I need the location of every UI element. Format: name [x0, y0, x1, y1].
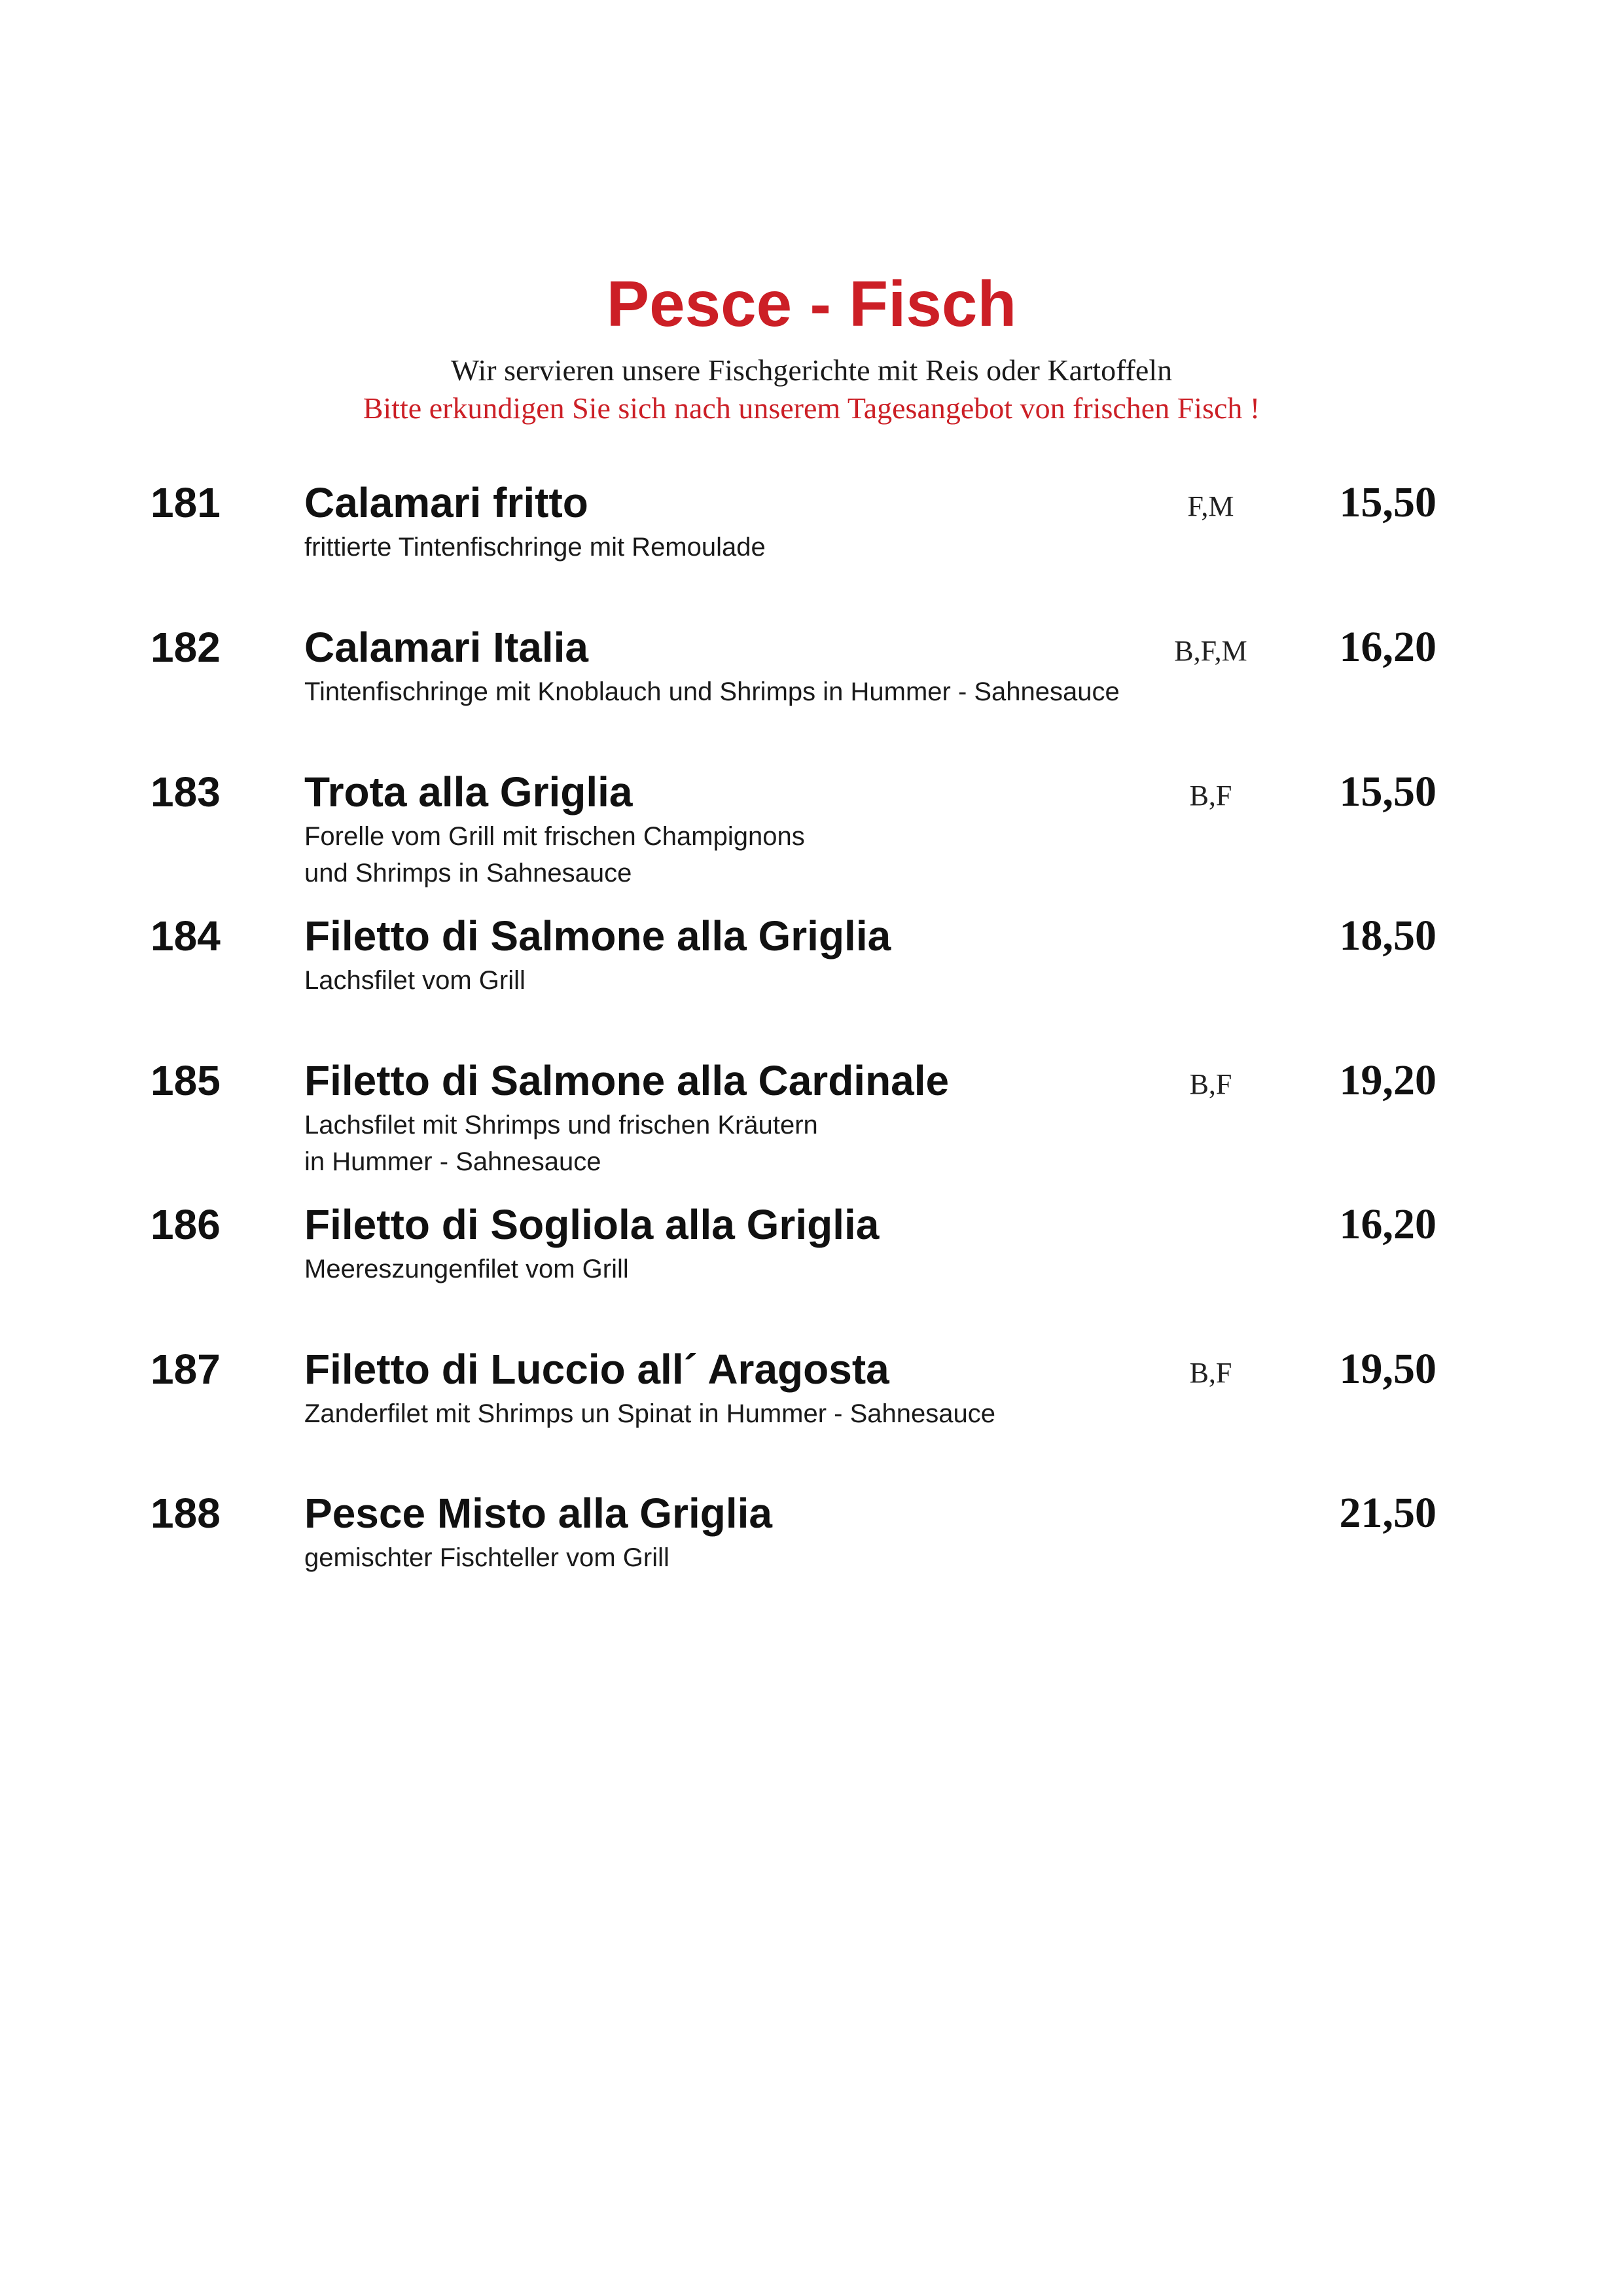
- item-price: 19,20: [1339, 1056, 1436, 1104]
- item-description-line: Tintenfischringe mit Knoblauch und Shrimps in Hummer - Sahnesauce: [304, 677, 1120, 706]
- item-description: [304, 1539, 669, 1576]
- item-number: 181: [151, 479, 221, 526]
- item-description-line: und Shrimps in Sahnesauce: [304, 859, 632, 888]
- item-allergens: B,F: [1189, 1068, 1232, 1100]
- item-price: 16,20: [1339, 623, 1436, 671]
- item-name: Filetto di Salmone alla Griglia: [304, 912, 891, 960]
- item-number: 185: [151, 1057, 221, 1104]
- item-description: [304, 962, 526, 999]
- item-allergens: B,F: [1189, 1357, 1232, 1389]
- item-number: 187: [151, 1346, 221, 1393]
- item-description: [304, 1395, 995, 1432]
- menu-item: [0, 910, 1623, 1041]
- item-description-line: Forelle vom Grill mit frischen Champignons: [304, 822, 805, 851]
- item-description-line: in Hummer - Sahnesauce: [304, 1147, 601, 1176]
- item-description-line: Meereszungenfilet vom Grill: [304, 1255, 629, 1283]
- item-description-line: Lachsfilet mit Shrimps und frischen Kräutern: [304, 1111, 818, 1139]
- item-description-line: Zanderfilet mit Shrimps un Spinat in Hummer - Sahnesauce: [304, 1399, 996, 1428]
- item-price: 15,50: [1339, 478, 1436, 526]
- item-name: Trota alla Griglia: [304, 768, 633, 816]
- menu-item: [0, 1198, 1623, 1329]
- item-number: 188: [151, 1490, 221, 1537]
- item-number: 186: [151, 1201, 221, 1248]
- item-description: [304, 818, 805, 891]
- item-name: Filetto di Luccio all´ Aragosta: [304, 1346, 889, 1393]
- page-title: Pesce - Fisch: [606, 268, 1017, 340]
- item-name: Calamari fritto: [304, 479, 588, 526]
- menu-item: [0, 1343, 1623, 1474]
- item-allergens: F,M: [1187, 490, 1234, 522]
- item-price: 15,50: [1339, 768, 1436, 816]
- item-name: Calamari Italia: [304, 624, 588, 671]
- menu-item: [0, 766, 1623, 897]
- item-name: Pesce Misto alla Griglia: [304, 1490, 772, 1537]
- item-price: 19,50: [1339, 1345, 1436, 1393]
- item-name: Filetto di Sogliola alla Griglia: [304, 1201, 880, 1248]
- item-allergens: B,F,M: [1174, 635, 1247, 667]
- item-description: [304, 673, 1120, 710]
- item-price: 16,20: [1339, 1200, 1436, 1248]
- daily-offer-note: Bitte erkundigen Sie sich nach unserem Tagesangebot von frischen Fisch !: [363, 391, 1260, 425]
- item-description: [304, 1107, 818, 1180]
- item-description: [304, 1251, 629, 1287]
- menu-item: [0, 1487, 1623, 1618]
- side-dish-note: Wir servieren unsere Fischgerichte mit Reis oder Kartoffeln: [450, 353, 1173, 387]
- item-number: 182: [151, 624, 221, 671]
- item-number: 183: [151, 768, 221, 816]
- item-price: 21,50: [1339, 1489, 1436, 1537]
- menu-item: [0, 621, 1623, 752]
- item-description-line: Lachsfilet vom Grill: [304, 966, 526, 995]
- menu-item: [0, 476, 1623, 607]
- item-description: [304, 529, 766, 565]
- item-name: Filetto di Salmone alla Cardinale: [304, 1057, 950, 1104]
- item-allergens: B,F: [1189, 780, 1232, 812]
- item-number: 184: [151, 912, 221, 960]
- menu-item: [0, 1054, 1623, 1185]
- item-description-line: gemischter Fischteller vom Grill: [304, 1543, 669, 1572]
- item-description-line: frittierte Tintenfischringe mit Remoulade: [304, 533, 766, 562]
- item-price: 18,50: [1339, 912, 1436, 960]
